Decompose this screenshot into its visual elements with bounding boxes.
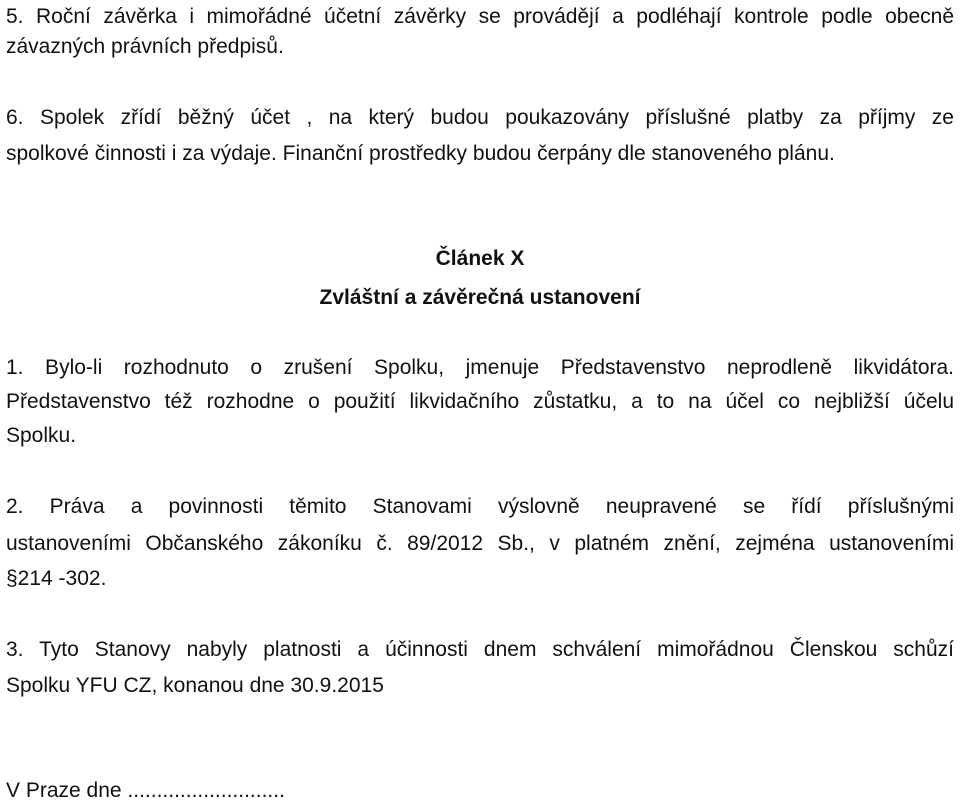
- signature-place-date: V Praze dne ...........................: [6, 779, 285, 802]
- paragraph-3-line-2: Spolku YFU CZ, konanou dne 30.9.2015: [6, 674, 384, 697]
- paragraph-3-line-1: 3. Tyto Stanovy nabyly platnosti a účinnosti dnem schválení mimořádnou Členskou schůzí: [6, 638, 954, 661]
- paragraph-2-line-3: §214 -302.: [6, 567, 107, 590]
- paragraph-1-line-1: 1. Bylo-li rozhodnuto o zrušení Spolku, jmenuje Představenstvo neprodleně likvidátora.: [6, 356, 954, 379]
- paragraph-6-line-2: spolkové činnosti i za výdaje. Finanční prostředky budou čerpány dle stanoveného plánu.: [6, 142, 835, 165]
- paragraph-1-line-3: Spolku.: [6, 424, 77, 447]
- paragraph-6-line-1: 6. Spolek zřídí běžný účet , na který budou poukazovány příslušné platby za příjmy ze: [6, 106, 954, 129]
- article-number: Článek X: [435, 247, 525, 270]
- paragraph-5-line-1: 5. Roční závěrka i mimořádné účetní závěrky se provádějí a podléhají kontrole podle obecně: [6, 5, 954, 28]
- paragraph-1-line-2: Představenstvo též rozhodne o použití likvidačního zůstatku, a to na účel co nejbližší účelu: [6, 390, 954, 413]
- paragraph-2-line-1: 2. Práva a povinnosti těmito Stanovami výslovně neupravené se řídí příslušnými: [6, 495, 954, 518]
- paragraph-2-line-2: ustanoveními Občanského zákoníku č. 89/2012 Sb., v platném znění, zejména ustanoveními: [6, 532, 954, 555]
- article-title: Zvláštní a závěrečná ustanovení: [319, 286, 641, 309]
- paragraph-5-line-2: závazných právních předpisů.: [6, 35, 284, 58]
